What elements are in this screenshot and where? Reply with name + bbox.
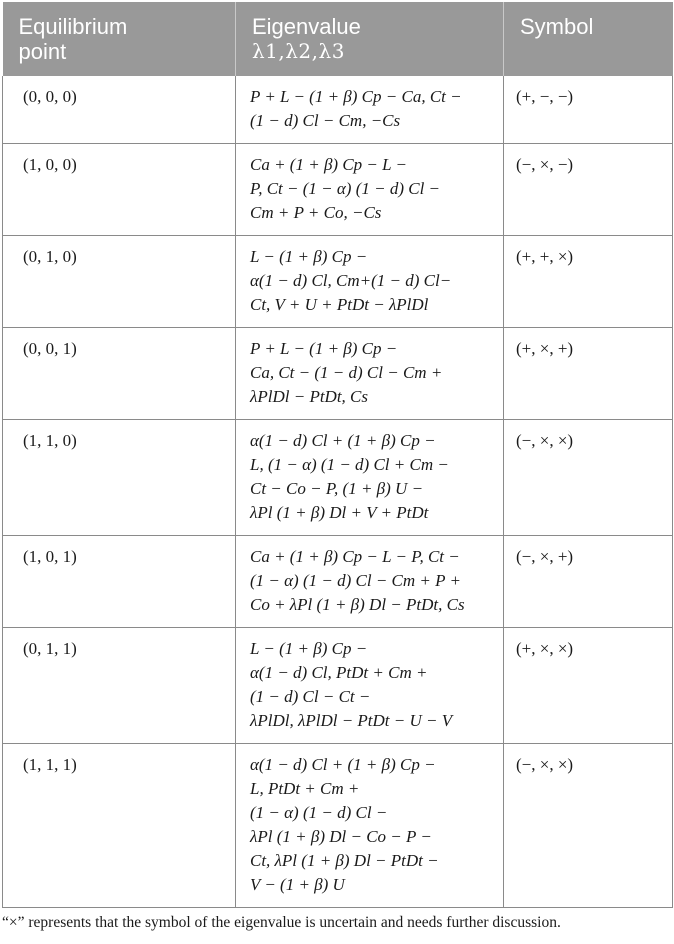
table-row [3,144,673,236]
eigenvalue-table-container [2,2,672,908]
table-row [3,628,673,744]
table-body [3,76,673,908]
eigenvalue-line: Cm + P + Co, −Cs [250,203,382,222]
eigenvalue-line: α(1 − d) Cl + (1 + β) Cp − [250,431,436,450]
eigenvalue-line: (1 − α) (1 − d) Cl − [250,803,388,822]
symbol-cell: (−, ×, ×) [504,744,673,908]
eigenvalue-line: Ca + (1 + β) Cp − L − P, Ct − [250,547,460,566]
table-row [3,76,673,144]
eigenvalue-line: α(1 − d) Cl + (1 + β) Cp − [250,755,436,774]
eigenvalue-line: P + L − (1 + β) Cp − [250,339,398,358]
eigenvalue-line: λPlDl, λPlDl − PtDt − U − V [250,711,453,730]
equilibrium-point-cell: (0, 0, 1) [3,328,236,420]
eigenvalue-line: α(1 − d) Cl, PtDt + Cm + [250,663,428,682]
eigenvalue-cell [236,744,504,908]
eigenvalue-line: Co + λPl (1 + β) Dl − PtDt, Cs [250,595,465,614]
eigenvalue-cell [236,536,504,628]
eigenvalue-line: Ct, λPl (1 + β) Dl − PtDt − [250,851,439,870]
header-eigenvalue: Eigenvalue λ1,λ2,λ3 [236,2,504,76]
eigenvalue-line: Ca, Ct − (1 − d) Cl − Cm + [250,363,443,382]
table-header [3,2,673,76]
header-equilibrium-point: Equilibrium point [3,2,236,76]
eigenvalue-line: Ca + (1 + β) Cp − L − [250,155,408,174]
equilibrium-point-cell: (1, 0, 0) [3,144,236,236]
table-footnote: “×” represents that the symbol of the eigenvalue is uncertain and needs further discussion. [2,914,561,931]
table-row [3,420,673,536]
eigenvalue-table [2,2,673,908]
eigenvalue-line: L − (1 + β) Cp − [250,247,368,266]
eigenvalue-line: P + L − (1 + β) Cp − Ca, Ct − [250,87,462,106]
eigenvalue-line: (1 − d) Cl − Ct − [250,687,371,706]
eigenvalue-line: (1 − d) Cl − Cm, −Cs [250,111,401,130]
header-symbol: Symbol [504,2,673,76]
equilibrium-point-cell: (1, 0, 1) [3,536,236,628]
symbol-cell: (−, ×, −) [504,144,673,236]
table-row [3,744,673,908]
table-row [3,236,673,328]
eigenvalue-line: L, PtDt + Cm + [250,779,360,798]
eigenvalue-line: Ct − Co − P, (1 + β) U − [250,479,424,498]
eigenvalue-line: λPl (1 + β) Dl + V + PtDt [250,503,429,522]
equilibrium-point-cell: (1, 1, 0) [3,420,236,536]
equilibrium-point-cell: (0, 1, 1) [3,628,236,744]
eigenvalue-cell [236,420,504,536]
eigenvalue-cell [236,144,504,236]
eigenvalue-line: V − (1 + β) U [250,875,345,894]
equilibrium-point-cell: (0, 0, 0) [3,76,236,144]
symbol-cell: (+, ×, +) [504,328,673,420]
eigenvalue-cell [236,328,504,420]
equilibrium-point-cell: (0, 1, 0) [3,236,236,328]
eigenvalue-line: Ct, V + U + PtDt − λPlDl [250,295,429,314]
eigenvalue-cell [236,236,504,328]
symbol-cell: (+, +, ×) [504,236,673,328]
eigenvalue-line: (1 − α) (1 − d) Cl − Cm + P + [250,571,461,590]
table-row [3,536,673,628]
eigenvalue-cell [236,628,504,744]
eigenvalue-cell [236,76,504,144]
eigenvalue-line: λPl (1 + β) Dl − Co − P − [250,827,432,846]
eigenvalue-line: α(1 − d) Cl, Cm+(1 − d) Cl− [250,271,452,290]
symbol-cell: (−, ×, +) [504,536,673,628]
symbol-cell: (−, ×, ×) [504,420,673,536]
eigenvalue-line: P, Ct − (1 − α) (1 − d) Cl − [250,179,441,198]
symbol-cell: (+, ×, ×) [504,628,673,744]
eigenvalue-line: λPlDl − PtDt, Cs [250,387,369,406]
eigenvalue-line: L, (1 − α) (1 − d) Cl + Cm − [250,455,449,474]
eigenvalue-line: L − (1 + β) Cp − [250,639,368,658]
table-row [3,328,673,420]
equilibrium-point-cell: (1, 1, 1) [3,744,236,908]
symbol-cell: (+, −, −) [504,76,673,144]
